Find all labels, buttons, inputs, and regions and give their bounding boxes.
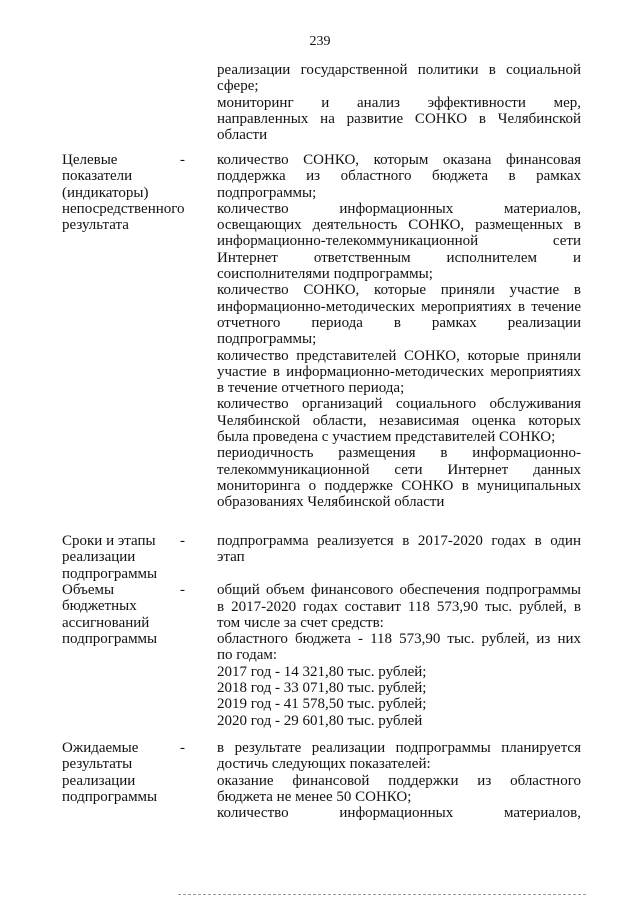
label-dash: -	[180, 582, 185, 598]
text-line: соисполнителями подпрограммы;	[217, 266, 433, 283]
label-line: подпрограммы	[62, 630, 158, 647]
text-line: 2019 год - 41 578,50 тыс. рублей;	[217, 696, 427, 713]
label-line: Объемы	[62, 582, 115, 598]
label-line: реализации	[62, 549, 136, 566]
section-content	[217, 566, 581, 729]
label-line: реализации	[62, 772, 136, 789]
label-line: Сроки и этапы	[62, 533, 156, 549]
text-line: в результате реализации подпрограммы планируется	[217, 740, 581, 756]
text-line: в 2017-2020 годах составит 118 573,90 тыс. рублей, в	[217, 598, 581, 615]
text-line: освещающих деятельность СОНКО, размещенных в	[217, 217, 581, 234]
text-line: количество информационных материалов,	[217, 200, 581, 217]
label-line: подпрограммы	[62, 565, 158, 582]
text-line: количество организаций социального обслуживания	[217, 396, 581, 413]
text-line: количество СОНКО, которым оказана финансовая	[217, 152, 581, 168]
text-line: количество информационных материалов,	[217, 805, 581, 822]
text-line: 2017 год - 14 321,80 тыс. рублей;	[217, 663, 427, 680]
continuation-text	[217, 62, 581, 143]
text-line: подпрограмма реализуется в 2017-2020 годах в один	[217, 533, 581, 549]
label-dash: -	[180, 152, 185, 168]
text-line: количество представителей СОНКО, которые приняли	[217, 347, 581, 364]
text-line: подпрограммы;	[217, 331, 317, 348]
section-content	[217, 533, 581, 566]
text-line: области	[217, 127, 268, 144]
section-label	[62, 152, 185, 234]
label-line: (индикаторы)	[62, 184, 149, 201]
text-line: общий объем финансового обеспечения подпрограммы	[217, 582, 581, 599]
text-line: бюджета не менее 50 СОНКО;	[217, 788, 412, 805]
text-line: по годам:	[217, 647, 278, 664]
text-line: количество СОНКО, которые приняли участие в	[217, 282, 581, 299]
text-line: 2018 год - 33 071,80 тыс. рублей;	[217, 680, 427, 697]
text-line: подпрограммы;	[217, 184, 317, 201]
text-line: мониторинг и анализ эффективности мер,	[217, 94, 581, 111]
page-number: 239	[309, 34, 331, 49]
text-line: областного бюджета - 118 573,90 тыс. рублей, из них	[217, 631, 581, 648]
label-line: непосредственного	[62, 200, 185, 217]
label-line: результаты	[62, 756, 133, 773]
text-line: поддержка из областного бюджета в рамках	[217, 168, 581, 185]
text-line: направленных на развитие СОНКО в Челябинской	[217, 110, 581, 127]
text-line: мониторинга о поддержке СОНКО в муниципальных	[217, 477, 581, 494]
section-label	[62, 740, 178, 805]
text-line: участие в информационно-методических мероприятиях	[217, 363, 581, 380]
label-line: подпрограммы	[62, 788, 158, 805]
text-line: оказание финансовой поддержки из областного	[217, 772, 581, 789]
text-line: информационно-телекоммуникационной сети	[217, 233, 581, 250]
text-line	[217, 566, 581, 582]
label-line: Ожидаемые	[62, 740, 139, 756]
label-line: результата	[62, 217, 129, 234]
section-label	[62, 582, 178, 647]
label-line: бюджетных	[62, 598, 137, 615]
text-line: 2020 год - 29 601,80 тыс. рублей	[217, 712, 423, 729]
label-line: Целевые	[62, 152, 118, 168]
label-dash: -	[180, 533, 185, 549]
text-line: этап	[217, 549, 245, 566]
text-line: была проведена с участием представителей СОНКО;	[217, 429, 556, 446]
text-line: достичь следующих показателей:	[217, 756, 431, 773]
text-line: Челябинской области, независимая оценка которых	[217, 412, 581, 429]
text-line: образованиях Челябинской области	[217, 494, 445, 511]
text-line: информационно-методических мероприятиях в течение	[217, 298, 581, 315]
text-line: том числе за счет средств:	[217, 614, 384, 631]
text-line: реализации государственной политики в социальной	[217, 62, 581, 78]
section-label	[62, 533, 178, 582]
text-line: периодичность размещения в информационно-	[217, 445, 581, 462]
text-line: сфере;	[217, 78, 259, 95]
text-line: телекоммуникационной сети Интернет данных	[217, 461, 581, 478]
section-content	[217, 152, 581, 511]
text-line: в течение отчетного периода;	[217, 380, 405, 397]
section-content	[217, 740, 581, 821]
text-line: Интернет ответственным исполнителем и	[217, 249, 581, 266]
label-dash: -	[180, 740, 185, 756]
text-line: отчетного периода в рамках реализации	[217, 314, 581, 331]
label-line: показатели	[62, 168, 133, 185]
label-line: ассигнований	[62, 614, 150, 631]
bottom-rule	[178, 894, 586, 895]
